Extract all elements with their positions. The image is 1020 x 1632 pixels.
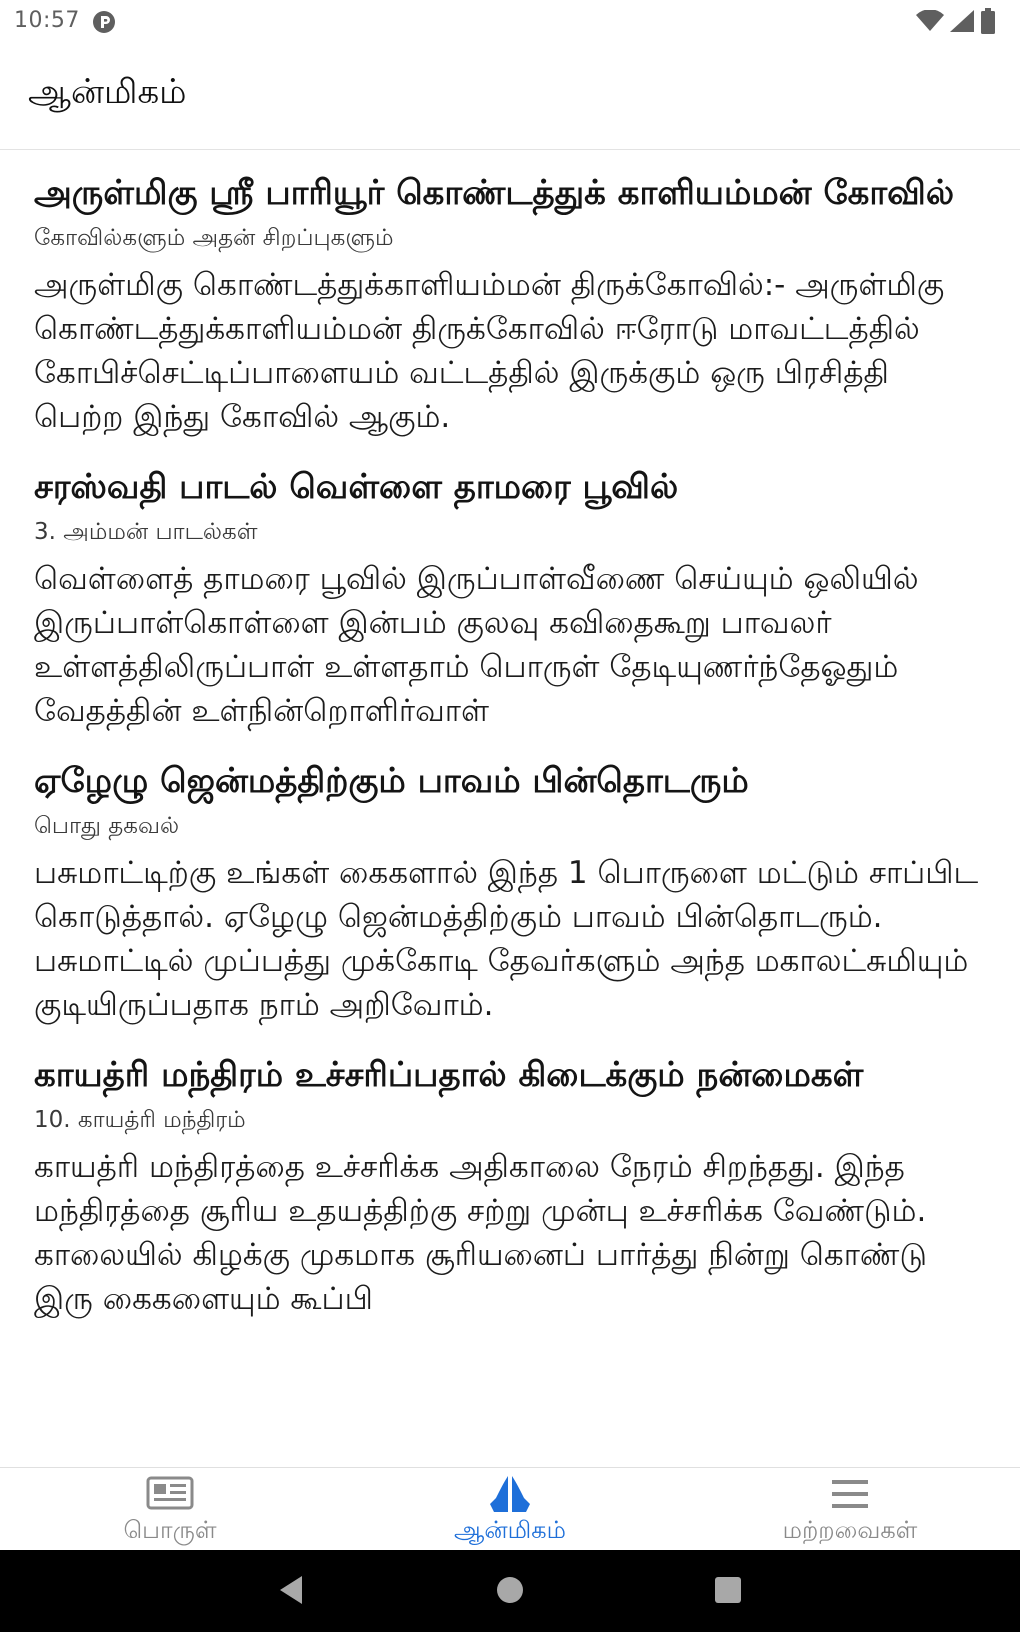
- nav-item-matravaigal[interactable]: [680, 1468, 1020, 1550]
- article-category: 3. அம்மன் பாடல்கள்: [34, 519, 258, 545]
- menu-icon: [824, 1474, 876, 1514]
- article-category: பொது தகவல்: [34, 813, 180, 839]
- article-card[interactable]: [0, 439, 1020, 733]
- newspaper-icon: [144, 1474, 196, 1514]
- article-title: ஏழேழு ஜென்மத்திற்கும் பாவம் பின்தொடரும்: [34, 761, 749, 801]
- page-title: ஆன்மிகம்: [28, 72, 187, 112]
- back-icon[interactable]: [272, 1570, 312, 1610]
- article-feed[interactable]: [0, 151, 1020, 1467]
- nav-label: மற்றவைகள்: [782, 1516, 918, 1544]
- article-title: அருள்மிகு ஸ்ரீ பாரியூர் கொண்டத்துக் காளியம்மன் கோவில்: [34, 173, 955, 213]
- praying-hands-icon: [484, 1474, 536, 1514]
- article-category: 10. காயத்ரி மந்திரம்: [34, 1107, 246, 1133]
- nav-label: ஆன்மிகம்: [454, 1516, 566, 1544]
- article-card[interactable]: [0, 151, 1020, 439]
- app-notification-icon: [92, 10, 116, 34]
- battery-icon: [980, 8, 996, 34]
- cell-signal-icon: [950, 10, 974, 32]
- nav-item-porul[interactable]: [0, 1468, 340, 1550]
- status-bar: [0, 0, 1020, 42]
- article-title: காயத்ரி மந்திரம் உச்சரிப்பதால் கிடைக்கும் நன்மைகள்: [34, 1055, 864, 1095]
- app-bar: [0, 42, 1020, 150]
- system-navigation-bar: [0, 1550, 1020, 1632]
- article-title: சரஸ்வதி பாடல் வெள்ளை தாமரை பூவில்: [34, 467, 679, 507]
- article-excerpt: காயத்ரி மந்திரத்தை உச்சரிக்க அதிகாலை நேரம் சிறந்தது. இந்த மந்திரத்தை சூரிய உதயத்திற்கு சற்று முன்பு உச்சரிக்க வேண்டும். காலையில் கிழக்கு முகமாக சூரியனைப் பார்த்து நின்று கொண்டு இரு கைகளையும் கூப்பி: [34, 1149, 928, 1317]
- status-icons: [916, 8, 1006, 34]
- article-card[interactable]: [0, 1027, 1020, 1321]
- article-category: கோவில்களும் அதன் சிறப்புகளும்: [34, 225, 394, 251]
- article-excerpt: அருள்மிகு கொண்டத்துக்காளியம்மன் திருக்கோவில்:- அருள்மிகு கொண்டத்துக்காளியம்மன் திருக்கோவில் ஈரோடு மாவட்டத்தில் கோபிச்செட்டிப்பாளையம் வட்டத்தில் இருக்கும் ஒரு பிரசித்தி பெற்ற இந்து கோவில் ஆகும்.: [34, 267, 945, 435]
- nav-label: பொருள்: [123, 1516, 217, 1544]
- article-excerpt: வெள்ளைத் தாமரை பூவில் இருப்பாள்வீணை செய்யும் ஒலியில் இருப்பாள்கொள்ளை இன்பம் குலவு கவிதைகூறு பாவலர் உள்ளத்திலிருப்பாள் உள்ளதாம் பொருள் தேடியுணர்ந்தேஓதும் வேதத்தின் உள்நின்றொளிர்வாள்: [34, 561, 919, 729]
- recents-icon[interactable]: [708, 1570, 748, 1610]
- wifi-icon: [916, 10, 944, 32]
- bottom-navigation: [0, 1467, 1020, 1550]
- home-icon[interactable]: [490, 1570, 530, 1610]
- article-excerpt: பசுமாட்டிற்கு உங்கள் கைகளால் இந்த 1 பொருளை மட்டும் சாப்பிட கொடுத்தால். ஏழேழு ஜென்மத்திற்கும் பாவம் பின்தொடரும். பசுமாட்டில் முப்பத்து முக்கோடி தேவர்களும் அந்த மகாலட்சுமியும் குடியிருப்பதாக நாம் அறிவோம்.: [34, 855, 979, 1023]
- status-time: 10:57: [14, 8, 80, 33]
- article-card[interactable]: [0, 733, 1020, 1027]
- nav-item-aanmigam[interactable]: [340, 1468, 680, 1550]
